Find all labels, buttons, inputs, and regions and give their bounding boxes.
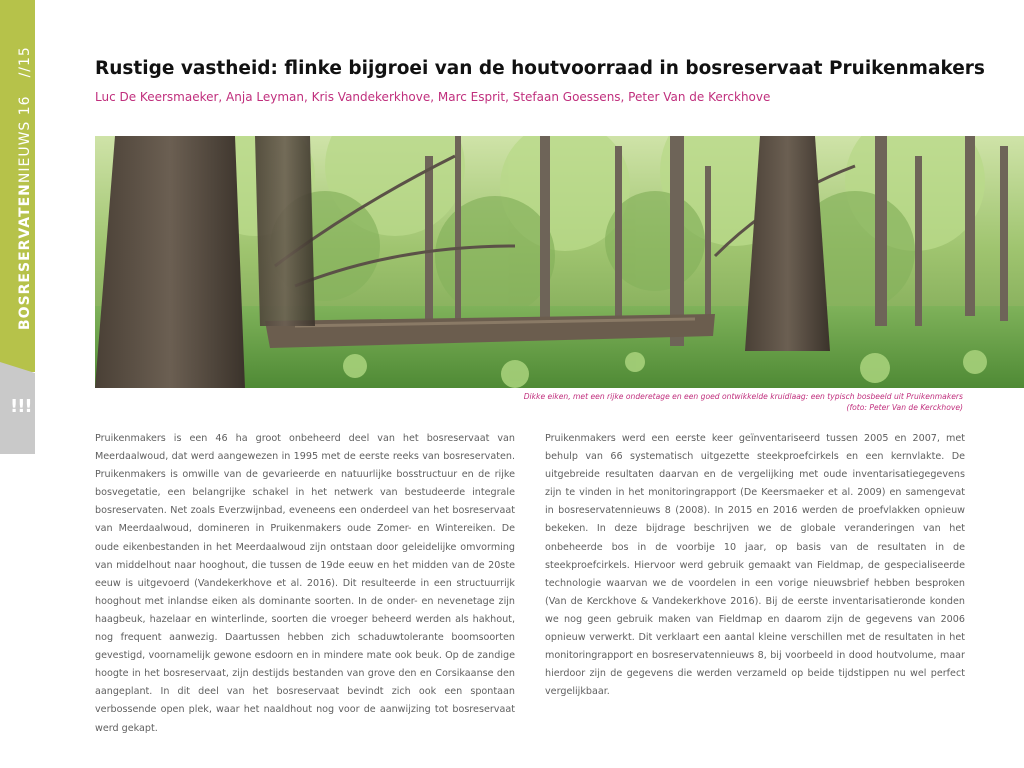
side-marker: !!! [10,396,32,417]
article-title: Rustige vastheid: flinke bijgroei van de houtvoorraad in bosreservaat Pruikenmakers [95,58,985,79]
article-authors: Luc De Keersmaeker, Anja Leyman, Kris Vandekerkhove, Marc Esprit, Stefaan Goessens, Peter Van de Kerckhove [95,90,771,104]
brand-bold: BOSRESERVATEN [17,183,33,330]
caption-text: Dikke eiken, met een rijke onderetage en een goed ontwikkelde kruidlaag: een typisch bosbeeld uit Pruikenmakers [523,392,963,401]
brand-light: NIEUWS 16 [17,95,33,184]
body-column-right: Pruikenmakers werd een eerste keer geïnventariseerd tussen 2005 en 2007, met behulp van 66 systematisch uitgezette steekproefcirkels en een kernvlakte. De uitgebreide resultaten daarvan en de vergelijking met oude inventarisatiegegevens zijn te vinden in het monitoringrapport (De Keersmaeker et al. 2009) en samengevat in bosreservatennieuws 8 (2008). In 2015 en 2016 werden de proefvlakken opnieuw bekeken. In deze bijdrage beschrijven we de globale veranderingen van het onbeheerde bos in de voorbije 10 jaar, op basis van de resultaten in de steekproefcirkels. Hiervoor werd gebruik gemaakt van Fieldmap, de gespecialiseerde technologie waarvan we de voordelen in een vorige nieuwsbrief hebben besproken (Van de Kerckhove & Vandekerkhove 2016). Bij de eerste inventarisatieronde konden we nog geen gebruik maken van Fieldmap en daarom zijn de gegevens van 2006 opnieuw verwerkt. Dit verklaart een aantal kleine verschillen met de resultaten in het monitoringrapport en bosreservatennieuws 8, bij voorbeeld in dood houtvolume, maar hierdoor zijn de gegevens die werden verzameld op beide tijdstippen nu wel perfect vergelijkbaar. [545,433,965,698]
photo-caption [263,392,963,413]
forest-photo-image [95,136,1024,388]
side-band-label [17,46,33,330]
forest-photo [95,136,1024,388]
body-column-left: Pruikenmakers is een 46 ha groot onbeheerd deel van het bosreservaat van Meerdaalwoud, dat werd aangewezen in 1995 met de eerste reeks van bosreservaten. Pruikenmakers is omwille van de gevarieerde en natuurlijke bosstructuur en de rijke bosvegetatie, een belangrijke schakel in het netwerk van bestudeerde integrale bosreservaten. Net zoals Everzwijnbad, eveneens een onderdeel van het bosreservaat van Meerdaalwoud, domineren in Pruikenmakers oude Zomer- en Wintereiken. De oude eikenbestanden in het Meerdaalwoud zijn ontstaan door geleidelijke omvorming van middelhout naar hooghout, die tussen de 19de eeuw en het midden van de 20ste eeuw is uitgevoerd (Vandekerkhove et al. 2016). Dit resulteerde in een structuurrijk hooghout met inlandse eiken als dominante soorten. In de onder- en nevenetage zijn haagbeuk, hazelaar en winterlinde, soorten die vroeger beheerd werden als hakhout, nog frequent aanwezig. Daartussen hebben zich schaduwtolerante boomsoorten gevestigd, voornamelijk gewone esdoorn en in mindere mate ook beuk. Op de zandige hoogte in het bosreservaat, zijn destijds bestanden van grove den en Corsikaanse den aangeplant. In dit deel van het bosreservaat bevindt zich ook een spontaan verbossende open plek, waar het naaldhout nog voor de aanwijzing tot bosreservaat werd gekapt. [95,433,515,734]
page-number: //15 [17,46,33,78]
caption-credit: (foto: Peter Van de Kerckhove) [846,402,963,412]
